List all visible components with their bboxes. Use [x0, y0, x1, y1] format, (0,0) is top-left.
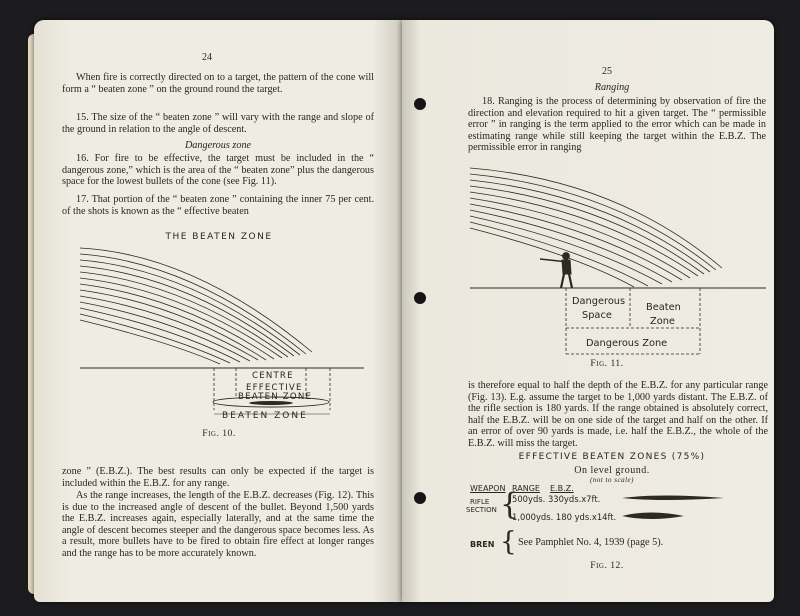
paragraph-18-continued: is therefore equal to half the depth of the E.B.Z. for any particular range (Fig. 13). E.g. assume the target to be 1,000 yards distant. The E.B.Z. of the rifle section is 180 yards. If the range obtained is absolutely correct, half the E.B.Z. will be on one side of the target and half on the other. If an error of over 90 yards is made, i.e. half the E.B.Z., the whole of the E.B.Z. will miss the target. [468, 380, 768, 449]
open-book [34, 20, 774, 602]
fig10-label-centre: CENTRE [252, 371, 294, 381]
fig12-col-weapon: WEAPON [470, 484, 506, 493]
page-number-right: 25 [602, 66, 612, 77]
fig12-rifle-label-1: RIFLE [470, 498, 490, 506]
punch-hole-middle [414, 292, 426, 304]
fig11-label-dangerous: Dangerous [572, 296, 626, 307]
punch-hole-bottom [414, 492, 426, 504]
fig11-caption: Fig. 11. [590, 358, 624, 369]
figure-title-beaten-zone: THE BEATEN ZONE [165, 232, 273, 242]
paragraph-17-continued: zone ” (E.B.Z.). The best results can only be expected if the target is included within the E.B.Z. for any range. [62, 466, 374, 489]
heading-dangerous-zone: Dangerous zone [184, 140, 252, 151]
fig12-brace-rifle: { [500, 487, 520, 522]
fig12-rifle-label-2: SECTION [466, 506, 497, 514]
paragraph-16: 16. For fire to be effective, the target must be included in the “ dangerous zone,” which is the area of the “ beaten zone” plus the dangerous space for the lowest bullets of the cone (see Fig. 11). [62, 153, 374, 188]
fig12-ebz-shape-1000 [622, 513, 684, 520]
fig11-label-beaten: Beaten [646, 302, 681, 313]
punch-hole-top [414, 98, 426, 110]
paragraph-17: 17. That portion of the “ beaten zone ” containing the inner 75 per cent. of the shots is known as the “ effective beaten [62, 194, 374, 217]
fig12-row-1: 500yds. 330yds.x7ft. [512, 494, 601, 504]
fig10-label-beaten-zone-outer: BEATEN ZONE [222, 411, 308, 418]
fig11-label-space: Space [582, 310, 612, 321]
fig12-caption: Fig. 12. [590, 560, 624, 571]
paragraph-18: 18. Ranging is the process of determining by observation of fire the direction and elevation required to hit a given target. The “ permissible error ” in ranging is the term applied to the error which can be made in estimating range while still keeping the target within the E.B.Z. The permissible error in ranging [468, 96, 766, 154]
fig12-col-ebz: E.B.Z. [550, 484, 574, 493]
soldier-figure [540, 253, 572, 288]
fig12-ebz-shapes [620, 490, 740, 524]
paragraph-15: 15. The size of the “ beaten zone ” will vary with the range and slope of the ground in relation to the angle of descent. [62, 112, 374, 135]
fig10-label-effective: EFFECTIVE [246, 383, 303, 393]
page-number-left: 24 [202, 52, 212, 63]
fig10-label-beaten-zone-inner: BEATEN ZONE [238, 392, 313, 402]
fig12-bren-text: See Pamphlet No. 4, 1939 (page 5). [518, 537, 664, 548]
fig12-row-2: 1,000yds. 180 yds.x14ft. [512, 512, 617, 522]
paragraph-17-b: As the range increases, the length of the E.B.Z. decreases (Fig. 12). This is due to the increased angle of descent of the bullet. Beyond 1,500 yards the E.B.Z. increases again, especially laterally, and at the same time the angle of descent becomes steeper and the dangerous space becomes less. As a result, more bullets have to be fired to obtain fire effect at longer ranges and the range has to be more accurately known. [62, 490, 374, 559]
right-page [402, 20, 774, 602]
fig12-note: (not to scale) [590, 476, 634, 484]
left-page [34, 20, 402, 602]
fig12-bren-label: BREN [470, 540, 495, 549]
fig11-label-zone: Zone [650, 316, 675, 327]
fig10-caption: Fig. 10. [202, 428, 236, 439]
fig12-col-range: RANGE [512, 484, 540, 493]
fig12-brace-bren: { [500, 527, 517, 557]
heading-ranging: Ranging [594, 82, 630, 93]
fig12-title: EFFECTIVE BEATEN ZONES (75%) [518, 452, 706, 462]
paragraph-14: When fire is correctly directed on to a target, the pattern of the cone will form a “ beaten zone ” on the ground round the target. [62, 72, 374, 95]
fig12-subtitle: On level ground. [574, 465, 650, 476]
fig12-ebz-shape-500 [622, 496, 724, 501]
fig11-diagram [468, 162, 768, 358]
fig11-label-dangerous-zone: Dangerous Zone [586, 338, 668, 349]
fig10-diagram [74, 242, 364, 418]
